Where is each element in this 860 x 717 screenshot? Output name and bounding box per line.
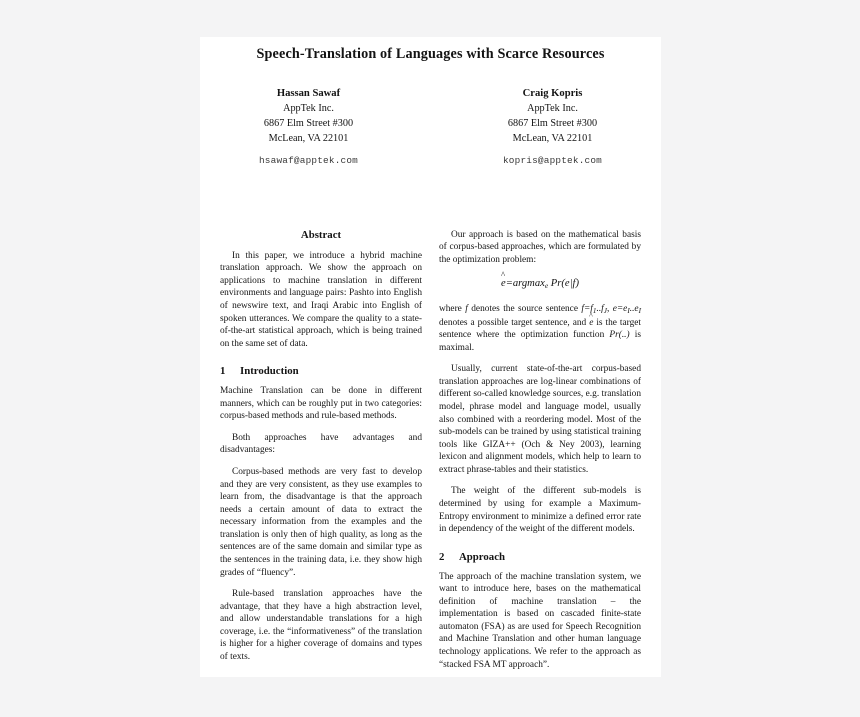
- paragraph: Both approaches have advantages and disadvantages:: [220, 432, 422, 456]
- paragraph: Rule-based translation approaches have the advantage, that they have a high abstraction level, and allow understandable translations for a high coverage, i.e. the “informativeness” of the translation is higher for a higher coverage of domains and types of texts.: [220, 589, 422, 662]
- right-column: [439, 229, 641, 680]
- where-part2: denotes the source sentence: [471, 304, 578, 315]
- paragraph: Usually, current state-of-the-art corpus-based translation approaches are log-linear combinations of different so-called knowledge sources, e.g. translation model, phrase model and language model, usually also combined with a reordering model. Most of the sub-models can be trained by using statistical training tools like GIZA++ (Och & Ney 2003), learning lexicon and alignment models, which help to learn to extract phrase-tables and their statistics.: [439, 364, 641, 475]
- optimization-equation: [439, 277, 641, 291]
- author-block-1: [224, 86, 394, 168]
- paragraph: The weight of the different sub-models is determined by using for example a Maximum-Entropy environment to minimize a defined error rate in dependency of the weight of the different models.: [439, 486, 641, 535]
- author-name: Hassan Sawaf: [276, 87, 341, 99]
- section-title: Approach: [459, 550, 505, 563]
- where-paragraph: [439, 303, 641, 354]
- author-block-2: [468, 86, 638, 168]
- e-hat-symbol: ^ e: [501, 277, 506, 291]
- author-city: McLean, VA 22101: [512, 132, 593, 144]
- f-symbol: f: [465, 304, 468, 315]
- e-expression: [613, 304, 641, 314]
- where-part1: where: [439, 304, 462, 315]
- abstract-text: In this paper, we introduce a hybrid machine translation approach. We show the approach on applications to machine translation in different environments and language pairs: Pashto into English of newswire text, and Iraqi Arabic into English of spoken utterances. We compare the quality to a state-of-the-art statistical approach, which is being trained on the same set of data.: [220, 250, 422, 349]
- e-hat-symbol: ^ e: [589, 317, 593, 330]
- f-expression: [581, 304, 610, 315]
- f-expr-sub1: 1: [592, 306, 597, 315]
- equation-argmax: argmax: [512, 278, 545, 290]
- equation-argmax-subscript: e: [544, 281, 549, 291]
- e-expr-mid: ..e: [629, 304, 639, 315]
- f-expr-sub2: J: [603, 306, 607, 315]
- paragraph: Corpus-based methods are very fast to develop and they are very consistent, as they use examples to learn from, the disadvantage is that the approach needs a certain amount of data to extract the necessary information from the examples and the translation is only then of high quality, as long as the sentences are of the same domain and similar type as the sentences in the training data, i.e. they show high grades of “fluency”.: [220, 467, 422, 578]
- where-part6: is maximal.: [439, 330, 641, 353]
- where-part5: is the target sentence where the optimization function: [439, 317, 642, 341]
- author-email[interactable]: hsawaf@apptek.com: [258, 154, 359, 166]
- author-affiliation: AppTek Inc.: [283, 102, 334, 114]
- paragraph: Our approach is based on the mathematical basis of corpus-based approaches, which are formulated by the optimization problem:: [439, 229, 641, 265]
- author-email[interactable]: kopris@apptek.com: [502, 154, 603, 166]
- page-title: Speech-Translation of Languages with Scarce Resources: [256, 46, 605, 62]
- pr-symbol: Pr(..): [609, 330, 630, 341]
- two-column-body: [220, 229, 641, 680]
- author-name: Craig Kopris: [522, 87, 583, 99]
- section-number: 2: [439, 550, 445, 563]
- f-expr-head: f=f: [581, 304, 593, 315]
- f-expr-mid: ..f: [596, 304, 604, 315]
- left-column: [220, 229, 422, 680]
- abstract-heading: Abstract: [300, 228, 342, 241]
- section-title: Introduction: [240, 365, 299, 378]
- author-city: McLean, VA 22101: [268, 132, 349, 144]
- paper-page: [200, 37, 661, 677]
- where-part4: denotes a possible target sentence, and: [439, 317, 587, 328]
- equation-rhs: Pr(e|f): [550, 278, 579, 290]
- section-heading-approach: [439, 551, 641, 563]
- author-street: 6867 Elm Street #300: [507, 117, 598, 129]
- e-expr-sub2: I: [638, 306, 641, 315]
- author-affiliation: AppTek Inc.: [527, 102, 578, 114]
- e-expr-head: e=e: [612, 304, 628, 315]
- paragraph: Machine Translation can be done in different manners, which can be roughly put in two categories: corpus-based methods and rule-based methods.: [220, 386, 422, 422]
- section-heading-introduction: [220, 365, 422, 377]
- e-expr-sub1: I: [627, 306, 630, 315]
- section-number: 1: [220, 365, 226, 378]
- author-list: [220, 86, 641, 168]
- paragraph: The approach of the machine translation system, we want to introduce here, bases on the mathematical definition of machine translation – the implementation is based on cascaded finite-state automaton (FSA) as are used for Speech Recognition and Machine Translation and other human language technology applications. We refer to the approach as “stacked FSA MT approach”.: [439, 571, 641, 670]
- author-street: 6867 Elm Street #300: [263, 117, 354, 129]
- where-part3: ,: [606, 304, 610, 315]
- equation-operator: =: [505, 278, 513, 290]
